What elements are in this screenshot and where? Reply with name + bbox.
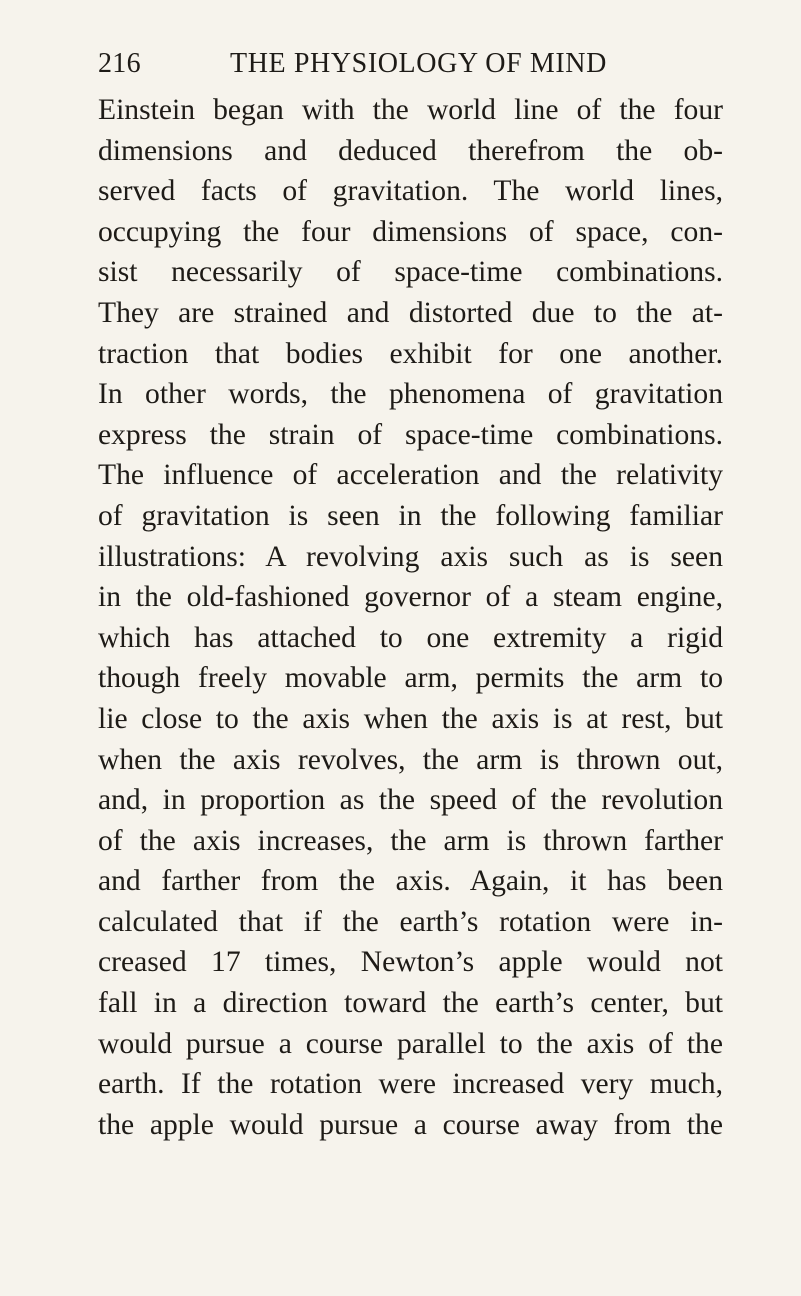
text-line: when the axis revolves, the arm is thrown out,	[98, 743, 723, 776]
text-line: occupying the four dimensions of space, con-	[98, 215, 723, 248]
text-line: of the axis increases, the arm is thrown farther	[98, 824, 723, 857]
text-line: sist necessarily of space-time combinations.	[98, 256, 723, 289]
text-line: and farther from the axis. Again, it has been	[98, 865, 723, 898]
text-line: though freely movable arm, permits the arm to	[98, 662, 723, 695]
text-line: The influence of acceleration and the relativity	[98, 459, 723, 492]
text-line: calculated that if the earth’s rotation were in-	[98, 905, 723, 938]
text-line: In other words, the phenomena of gravitation	[98, 378, 723, 411]
text-line: of gravitation is seen in the following familiar	[98, 499, 723, 532]
text-line: express the strain of space-time combinations.	[98, 418, 723, 451]
running-title: THE PHYSIOLOGY OF MIND	[230, 48, 607, 79]
text-line: would pursue a course parallel to the axis of the	[98, 1027, 723, 1060]
text-line: the apple would pursue a course away from the	[98, 1108, 723, 1141]
text-line: They are strained and distorted due to the at-	[98, 296, 723, 329]
body-text	[98, 90, 723, 1145]
text-line: fall in a direction toward the earth’s center, but	[98, 987, 723, 1020]
text-line: served facts of gravitation. The world lines,	[98, 175, 723, 208]
text-line: and, in proportion as the speed of the revolution	[98, 784, 723, 817]
text-line: dimensions and deduced therefrom the ob-	[98, 134, 723, 167]
text-line: earth. If the rotation were increased very much,	[98, 1068, 723, 1101]
page-number: 216	[98, 48, 141, 79]
text-line: lie close to the axis when the axis is at rest, but	[98, 702, 723, 735]
text-line: creased 17 times, Newton’s apple would not	[98, 946, 723, 979]
text-line: illustrations: A revolving axis such as is seen	[98, 540, 723, 573]
running-head	[98, 44, 723, 84]
text-line: traction that bodies exhibit for one another.	[98, 337, 723, 370]
text-line: in the old-fashioned governor of a steam engine,	[98, 581, 723, 614]
text-line: Einstein began with the world line of the four	[98, 94, 723, 126]
text-line: which has attached to one extremity a rigid	[98, 621, 723, 654]
